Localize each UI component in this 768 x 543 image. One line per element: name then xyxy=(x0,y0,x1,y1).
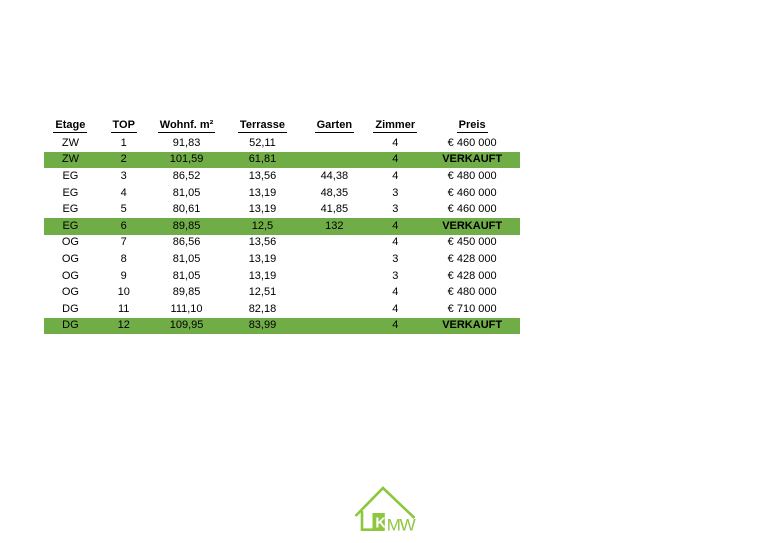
cell-garten xyxy=(302,284,366,301)
cell-wohnflaeche: 81,05 xyxy=(172,269,201,282)
cell-garten: 132 xyxy=(325,219,344,232)
cell-wohnflaeche: 81,05 xyxy=(172,186,201,199)
price-table-header xyxy=(44,118,520,135)
cell-top: 4 xyxy=(120,186,127,199)
column-header-label: Wohnf. m² xyxy=(159,119,214,131)
cell-garten: 48,35 xyxy=(320,186,349,199)
cell-wohnflaeche: 101,59 xyxy=(169,153,204,166)
cell-zimmer: 3 xyxy=(392,252,399,265)
cell-wohnflaeche: 86,52 xyxy=(172,169,201,182)
column-header-etage xyxy=(44,118,97,135)
column-header-terrasse xyxy=(222,118,302,135)
table-row-sold xyxy=(44,218,520,235)
cell-wohnflaeche: 111,10 xyxy=(170,302,203,315)
cell-terrasse: 13,19 xyxy=(248,186,277,199)
cell-wohnflaeche: 89,85 xyxy=(172,286,201,299)
price-table xyxy=(44,118,520,334)
cell-terrasse: 13,19 xyxy=(248,252,277,265)
cell-etage: ZW xyxy=(61,153,79,166)
cell-etage: EG xyxy=(62,219,79,232)
cell-preis: € 428 000 xyxy=(447,269,497,282)
cell-wohnflaeche: 109,95 xyxy=(169,319,204,332)
cell-etage: OG xyxy=(61,286,79,299)
column-header-label: Etage xyxy=(55,119,86,131)
cell-terrasse: 13,56 xyxy=(248,236,277,249)
cell-top: 11 xyxy=(118,302,130,315)
cell-wohnflaeche: 80,61 xyxy=(172,203,201,216)
house-wall-line xyxy=(362,511,373,530)
cell-top: 8 xyxy=(120,252,127,265)
cell-wohnflaeche: 81,05 xyxy=(172,252,201,265)
cell-zimmer: 4 xyxy=(392,169,399,182)
logo-letter-k: K xyxy=(375,515,386,532)
table-row xyxy=(44,268,520,285)
cell-top: 9 xyxy=(120,269,127,282)
cell-garten xyxy=(302,251,366,268)
cell-zimmer: 3 xyxy=(392,186,399,199)
cell-etage: ZW xyxy=(61,136,79,149)
cell-preis: € 480 000 xyxy=(447,169,497,182)
cell-top: 3 xyxy=(120,169,127,182)
cell-preis: € 450 000 xyxy=(447,236,497,249)
cell-zimmer: 4 xyxy=(392,319,399,332)
cell-etage: OG xyxy=(61,252,79,265)
cell-etage: EG xyxy=(62,169,79,182)
cell-garten: 44,38 xyxy=(320,169,349,182)
cell-top: 1 xyxy=(120,136,127,149)
cell-zimmer: 4 xyxy=(392,136,399,149)
cell-terrasse: 13,56 xyxy=(248,169,277,182)
column-header-label: Zimmer xyxy=(375,119,416,131)
cell-garten: 41,85 xyxy=(320,203,349,216)
column-header-label: Garten xyxy=(316,119,353,131)
cell-terrasse: 82,18 xyxy=(248,302,277,315)
cell-wohnflaeche: 89,85 xyxy=(172,219,201,232)
cell-zimmer: 3 xyxy=(392,269,399,282)
cell-top: 6 xyxy=(120,219,127,232)
cell-garten xyxy=(302,152,366,169)
column-header-top xyxy=(97,118,151,135)
cell-preis: € 428 000 xyxy=(447,252,497,265)
table-row-sold xyxy=(44,318,520,335)
column-header-label: TOP xyxy=(112,119,135,131)
table-row xyxy=(44,251,520,268)
cell-preis: € 460 000 xyxy=(447,186,497,199)
cell-top: 5 xyxy=(120,203,127,216)
cell-zimmer: 4 xyxy=(392,219,399,232)
cell-zimmer: 4 xyxy=(392,302,399,315)
column-header-label: Preis xyxy=(458,119,486,131)
cell-garten xyxy=(302,268,366,285)
column-header-label: Terrasse xyxy=(239,119,285,131)
cell-terrasse: 12,51 xyxy=(248,286,277,299)
cell-etage: OG xyxy=(61,236,79,249)
cell-preis: € 460 000 xyxy=(447,136,497,149)
logo-letter-m: M xyxy=(386,515,401,535)
table-row xyxy=(44,135,520,152)
cell-preis: € 710 000 xyxy=(447,302,497,315)
cell-terrasse: 13,19 xyxy=(248,203,277,216)
cell-wohnflaeche: 86,56 xyxy=(172,236,201,249)
cell-garten xyxy=(302,301,366,318)
cell-preis: VERKAUFT xyxy=(442,319,503,332)
cell-etage: DG xyxy=(62,319,79,332)
cell-top: 2 xyxy=(120,153,127,166)
cell-zimmer: 3 xyxy=(392,203,399,216)
table-row xyxy=(44,301,520,318)
cell-etage: EG xyxy=(62,186,79,199)
table-row xyxy=(44,168,520,185)
column-header-wohnflaeche xyxy=(151,118,223,135)
table-row-sold xyxy=(44,152,520,169)
house-roof-line xyxy=(356,488,415,518)
column-header-zimmer xyxy=(366,118,424,135)
cell-garten xyxy=(302,235,366,252)
column-header-garten xyxy=(302,118,366,135)
cell-top: 7 xyxy=(120,236,127,249)
cell-preis: VERKAUFT xyxy=(442,219,503,232)
table-row xyxy=(44,185,520,202)
cell-top: 12 xyxy=(117,319,130,332)
cell-zimmer: 4 xyxy=(392,236,399,249)
table-row xyxy=(44,201,520,218)
cell-zimmer: 4 xyxy=(392,286,399,299)
cell-preis: € 480 000 xyxy=(447,286,497,299)
logo-letter-w: W xyxy=(399,515,416,535)
cell-garten xyxy=(302,318,366,335)
cell-zimmer: 4 xyxy=(392,153,399,166)
cell-top: 10 xyxy=(117,286,130,299)
table-row xyxy=(44,235,520,252)
cell-garten xyxy=(302,135,366,152)
cell-preis: VERKAUFT xyxy=(442,153,503,166)
cell-terrasse: 52,11 xyxy=(249,136,276,149)
cell-terrasse: 61,81 xyxy=(248,153,277,166)
cell-terrasse: 13,19 xyxy=(248,269,277,282)
table-row xyxy=(44,284,520,301)
cell-etage: DG xyxy=(62,302,79,315)
house-icon xyxy=(350,482,422,536)
cell-terrasse: 83,99 xyxy=(248,319,277,332)
price-table-body xyxy=(44,135,520,334)
kmw-logo xyxy=(350,482,422,536)
cell-etage: OG xyxy=(61,269,79,282)
cell-preis: € 460 000 xyxy=(447,203,497,216)
cell-terrasse: 12,5 xyxy=(251,219,274,232)
column-header-preis xyxy=(424,118,520,135)
cell-etage: EG xyxy=(62,203,79,216)
cell-wohnflaeche: 91,83 xyxy=(172,136,201,149)
header-row xyxy=(44,118,520,135)
